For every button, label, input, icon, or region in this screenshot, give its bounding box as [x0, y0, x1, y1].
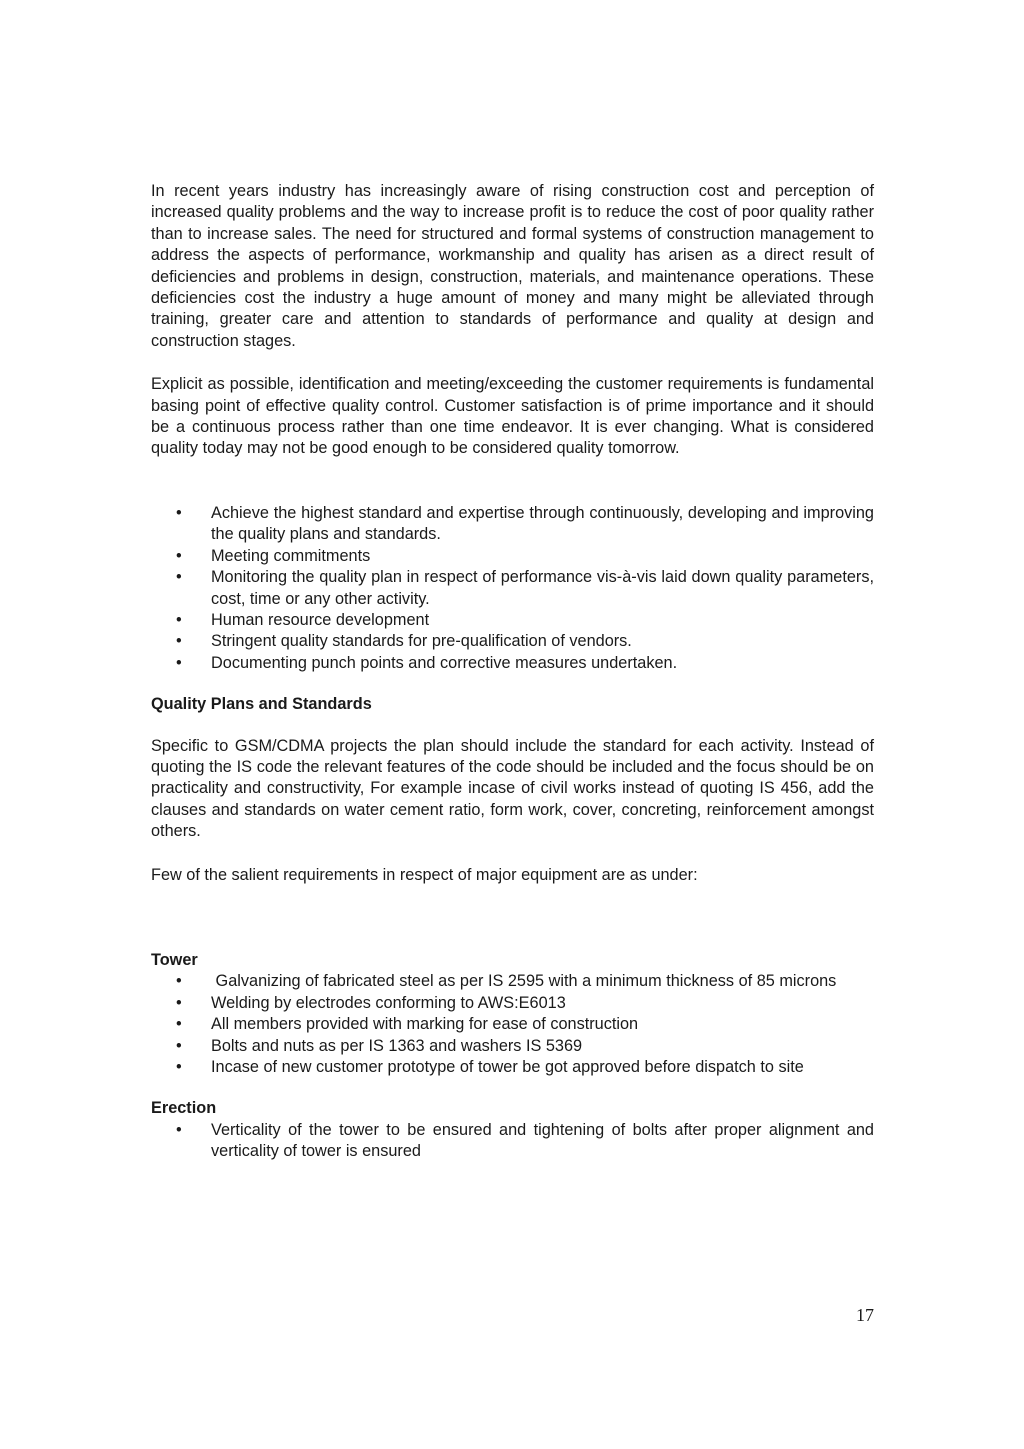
quality-plans-paragraph: Specific to GSM/CDMA projects the plan should include the standard for each activity. Instead of quoting the IS code the relevant features of the code should be included and the focus should be on practicality and constructivity, For example incase of civil works instead of quoting IS 456, add the clauses and standards on water cement ratio, form work, cover, concreting, reinforcement amongst others. [151, 736, 874, 841]
list-item [151, 971, 874, 992]
list-item-text: Welding by electrodes conforming to AWS:E6013 [211, 993, 566, 1012]
list-item-text: Monitoring the quality plan in respect of performance vis-à-vis laid down quality parameters, cost, time or any other activity. [211, 568, 874, 608]
list-item [151, 1120, 874, 1163]
list-item [151, 1014, 874, 1035]
quality-plans-heading: Quality Plans and Standards [151, 695, 372, 714]
list-item-text: Stringent quality standards for pre-qualification of vendors. [211, 632, 632, 651]
list-item-text: Incase of new customer prototype of tower be got approved before dispatch to site [211, 1058, 804, 1076]
list-item [151, 546, 874, 567]
erection-list [151, 1120, 874, 1163]
list-item [151, 1036, 874, 1057]
list-item-text: Documenting punch points and corrective measures undertaken. [211, 653, 678, 672]
list-item-text: Meeting commitments [211, 546, 371, 565]
list-item-text: Verticality of the tower to be ensured and tightening of bolts after proper alignment and verticality of tower is ensured [211, 1120, 874, 1161]
bullet-icon: • [176, 972, 182, 991]
intro-paragraph-1: In recent years industry has increasingly aware of rising construction cost and perception of increased quality problems and the way to increase profit is to reduce the cost of poor quality rather than to increase sales. The need for structured and formal systems of construction management to address the aspects of performance, workmanship and quality has arisen as a direct result of deficiencies and problems in design, construction, materials, and maintenance operations. These deficiencies cost the industry a huge amount of money and many might be alleviated through training, greater care and attention to standards of performance and quality at design and construction stages. [151, 182, 874, 350]
bullet-icon: • [176, 1036, 182, 1055]
page-number: 17 [856, 1305, 874, 1325]
list-item [151, 631, 874, 652]
list-item [151, 567, 874, 610]
list-item-text: Bolts and nuts as per IS 1363 and washers IS 5369 [211, 1036, 583, 1055]
list-item-text: All members provided with marking for ease of construction [211, 1015, 639, 1034]
list-item-text: Galvanizing of fabricated steel as per IS 2595 with a minimum thickness of 85 microns [211, 972, 837, 991]
salient-requirements-intro: Few of the salient requirements in respect of major equipment are as under: [151, 865, 698, 884]
list-item [151, 1057, 874, 1078]
erection-heading: Erection [151, 1099, 217, 1118]
bullet-icon: • [176, 1058, 182, 1076]
list-item [151, 503, 874, 546]
list-item-text: Achieve the highest standard and expertise through continuously, developing and improving the quality plans and standards. [211, 503, 874, 544]
list-item [151, 653, 874, 674]
tower-list [151, 971, 874, 1078]
list-item [151, 610, 874, 631]
bullet-icon: • [176, 610, 182, 629]
bullet-icon: • [176, 546, 182, 565]
bullet-icon: • [176, 993, 182, 1012]
intro-paragraph-2: Explicit as possible, identification and meeting/exceeding the customer requirements is fundamental basing point of effective quality control. Customer satisfaction is of prime importance and it should be a continuous process rather than one time endeavor. It is ever changing. What is considered quality today may not be good enough to be considered quality tomorrow. [151, 375, 874, 458]
bullet-icon: • [176, 503, 182, 522]
bullet-icon: • [176, 568, 182, 587]
tower-heading: Tower [151, 950, 198, 969]
document-page [151, 181, 874, 1163]
bullet-icon: • [176, 632, 182, 651]
list-item [151, 993, 874, 1014]
bullet-icon: • [176, 653, 182, 672]
list-item-text: Human resource development [211, 610, 430, 629]
bullet-icon: • [176, 1015, 182, 1034]
objectives-list [151, 503, 874, 674]
bullet-icon: • [176, 1120, 182, 1139]
